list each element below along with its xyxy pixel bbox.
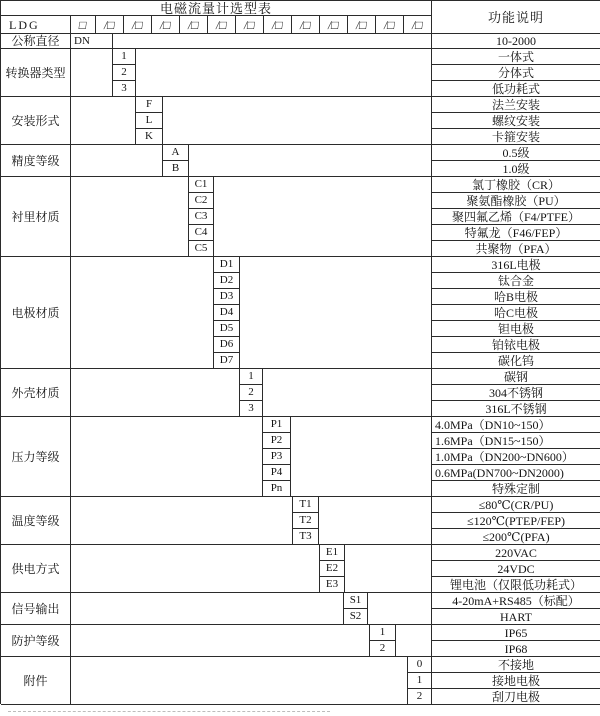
model-code-slot-cell <box>292 16 320 34</box>
left-span-cell <box>71 593 344 625</box>
code-cell: L <box>136 113 163 129</box>
desc-cell: ≤80℃(CR/PU) <box>432 497 600 513</box>
slash-box-glyph: /□ <box>355 17 368 32</box>
model-code-slot-cell <box>320 16 348 34</box>
slash-box-glyph: /□ <box>383 17 396 32</box>
desc-cell: 法兰安装 <box>432 97 600 113</box>
code-cell: D4 <box>214 305 240 321</box>
code-cell: D6 <box>214 337 240 353</box>
model-prefix-cell: LDG <box>1 16 71 34</box>
desc-cell: 铂铱电极 <box>432 337 600 353</box>
left-span-cell <box>71 369 240 417</box>
slash-box-glyph: /□ <box>215 17 228 32</box>
desc-cell: 1.0MPa（DN200~DN600） <box>432 449 600 465</box>
category-cell: 供电方式 <box>1 545 71 593</box>
right-span-cell <box>345 545 432 593</box>
code-cell: C2 <box>189 193 214 209</box>
model-code-slot-cell <box>404 16 432 34</box>
function-description-header: 功能说明 <box>432 1 600 34</box>
slash-box-glyph: /□ <box>327 17 340 32</box>
scan-artifact-line <box>8 711 330 712</box>
model-code-slot-cell <box>124 16 152 34</box>
slash-box-glyph: /□ <box>103 17 116 32</box>
slash-box-glyph: /□ <box>243 17 256 32</box>
slash-box-glyph: /□ <box>411 17 424 32</box>
code-cell: D7 <box>214 353 240 369</box>
desc-cell: 特殊定制 <box>432 481 600 497</box>
code-cell: 1 <box>370 625 396 641</box>
desc-cell: 碳化钨 <box>432 353 600 369</box>
model-code-slot-cell <box>348 16 376 34</box>
code-cell: 3 <box>113 81 136 97</box>
desc-cell: 10-2000 <box>432 34 600 49</box>
model-code-slot-cell <box>152 16 180 34</box>
desc-cell: 4-20mA+RS485（标配） <box>432 593 600 609</box>
code-cell: F <box>136 97 163 113</box>
category-cell: 安装形式 <box>1 97 71 145</box>
desc-cell: 304不锈钢 <box>432 385 600 401</box>
right-span-cell <box>240 257 432 369</box>
code-cell: E3 <box>320 577 345 593</box>
category-cell: 精度等级 <box>1 145 71 177</box>
code-cell: 1 <box>240 369 263 385</box>
code-cell: 3 <box>240 401 263 417</box>
category-cell: 防护等级 <box>1 625 71 657</box>
code-cell: DN <box>71 34 113 49</box>
code-cell: P1 <box>263 417 291 433</box>
code-cell: 2 <box>240 385 263 401</box>
code-cell: K <box>136 129 163 145</box>
model-code-slot-cell <box>376 16 404 34</box>
category-cell: 衬里材质 <box>1 177 71 257</box>
code-cell: T1 <box>293 497 319 513</box>
code-cell: 1 <box>408 673 432 689</box>
category-cell: 信号输出 <box>1 593 71 625</box>
left-span-cell <box>71 145 163 177</box>
slash-box-glyph: /□ <box>187 17 200 32</box>
model-code-slot-cell <box>236 16 264 34</box>
category-cell: 温度等级 <box>1 497 71 545</box>
desc-cell: 刮刀电极 <box>432 689 600 705</box>
desc-cell: 不接地 <box>432 657 600 673</box>
model-code-slot-cell <box>264 16 292 34</box>
desc-cell: 316L电极 <box>432 257 600 273</box>
code-cell: D2 <box>214 273 240 289</box>
desc-cell: 螺纹安装 <box>432 113 600 129</box>
left-span-cell <box>71 657 408 705</box>
right-span-cell <box>319 497 432 545</box>
desc-cell: 接地电极 <box>432 673 600 689</box>
desc-cell: 钽电极 <box>432 321 600 337</box>
code-cell: E1 <box>320 545 345 561</box>
left-span-cell <box>71 257 214 369</box>
code-cell: D5 <box>214 321 240 337</box>
desc-cell: 聚氨酯橡胶（PU） <box>432 193 600 209</box>
desc-cell: 哈B电极 <box>432 289 600 305</box>
code-cell: A <box>163 145 189 161</box>
desc-cell: HART <box>432 609 600 625</box>
desc-cell: IP65 <box>432 625 600 641</box>
code-cell: B <box>163 161 189 177</box>
desc-cell: 钛合金 <box>432 273 600 289</box>
code-cell: S2 <box>344 609 368 625</box>
right-span-cell <box>113 34 432 49</box>
code-cell: Pn <box>263 481 291 497</box>
left-span-cell <box>71 97 136 145</box>
desc-cell: 低功耗式 <box>432 81 600 97</box>
right-span-cell <box>291 417 432 497</box>
left-span-cell <box>71 177 189 257</box>
category-cell: 公称直径 <box>1 34 71 49</box>
category-cell: 转换器类型 <box>1 49 71 97</box>
desc-cell: 哈C电极 <box>432 305 600 321</box>
desc-cell: 聚四氟乙烯（F4/PTFE） <box>432 209 600 225</box>
code-cell: 0 <box>408 657 432 673</box>
desc-cell: 0.5级 <box>432 145 600 161</box>
code-cell: 1 <box>113 49 136 65</box>
desc-cell: 卡箍安装 <box>432 129 600 145</box>
slash-box-glyph: /□ <box>131 17 144 32</box>
right-span-cell <box>263 369 432 417</box>
desc-cell: 一体式 <box>432 49 600 65</box>
left-span-cell <box>71 417 263 497</box>
code-cell: C1 <box>189 177 214 193</box>
slash-box-glyph: /□ <box>271 17 284 32</box>
code-cell: C4 <box>189 225 214 241</box>
left-span-cell <box>71 545 320 593</box>
category-cell: 外壳材质 <box>1 369 71 417</box>
model-code-slot-cell <box>180 16 208 34</box>
desc-cell: ≤200℃(PFA) <box>432 529 600 545</box>
desc-cell: 316L不锈钢 <box>432 401 600 417</box>
code-cell: E2 <box>320 561 345 577</box>
code-cell: 2 <box>370 641 396 657</box>
left-span-cell <box>71 49 113 97</box>
desc-cell: 220VAC <box>432 545 600 561</box>
category-cell: 电极材质 <box>1 257 71 369</box>
right-span-cell <box>163 97 432 145</box>
desc-cell: 1.6MPa（DN15~150） <box>432 433 600 449</box>
desc-cell: 特氟龙（F46/FEP） <box>432 225 600 241</box>
model-code-slot-cell <box>208 16 236 34</box>
table-title: 电磁流量计选型表 <box>1 1 432 16</box>
code-cell: C3 <box>189 209 214 225</box>
slash-box-glyph: /□ <box>159 17 172 32</box>
desc-cell: IP68 <box>432 641 600 657</box>
right-span-cell <box>189 145 432 177</box>
category-cell: 压力等级 <box>1 417 71 497</box>
desc-cell: 1.0级 <box>432 161 600 177</box>
model-code-slot-cell <box>96 16 124 34</box>
desc-cell: 碳钢 <box>432 369 600 385</box>
code-cell: D3 <box>214 289 240 305</box>
code-cell: C5 <box>189 241 214 257</box>
right-span-cell <box>214 177 432 257</box>
category-cell: 附件 <box>1 657 71 705</box>
code-cell: P4 <box>263 465 291 481</box>
desc-cell: 0.6MPa(DN700~DN2000) <box>432 465 600 481</box>
code-cell: 2 <box>113 65 136 81</box>
left-span-cell <box>71 497 293 545</box>
code-cell: D1 <box>214 257 240 273</box>
code-cell: T2 <box>293 513 319 529</box>
right-span-cell <box>136 49 432 97</box>
model-code-box-cell <box>71 16 96 34</box>
desc-cell: 4.0MPa（DN10~150） <box>432 417 600 433</box>
code-cell: P2 <box>263 433 291 449</box>
code-cell: P3 <box>263 449 291 465</box>
left-span-cell <box>71 625 370 657</box>
desc-cell: 24VDC <box>432 561 600 577</box>
desc-cell: 氯丁橡胶（CR） <box>432 177 600 193</box>
box-glyph: □ <box>78 17 88 32</box>
slash-box-glyph: /□ <box>299 17 312 32</box>
code-cell: T3 <box>293 529 319 545</box>
code-cell: 2 <box>408 689 432 705</box>
right-span-cell <box>368 593 432 625</box>
desc-cell: 锂电池（仅限低功耗式） <box>432 577 600 593</box>
desc-cell: 共聚物（PFA） <box>432 241 600 257</box>
desc-cell: ≤120℃(PTEP/FEP) <box>432 513 600 529</box>
desc-cell: 分体式 <box>432 65 600 81</box>
right-span-cell <box>396 625 432 657</box>
code-cell: S1 <box>344 593 368 609</box>
